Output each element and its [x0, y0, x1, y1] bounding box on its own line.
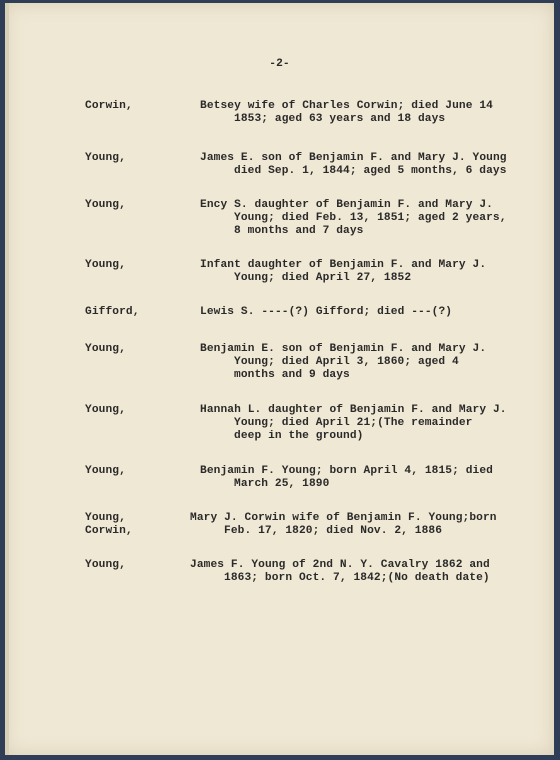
entry-line: Ency S. daughter of Benjamin F. and Mary J.	[200, 199, 493, 211]
entry-text	[200, 259, 540, 285]
entry-line: 1853; aged 63 years and 18 days	[234, 113, 446, 125]
binding-edge	[5, 3, 9, 755]
entry-text	[200, 100, 540, 126]
surname: Young,	[85, 199, 126, 211]
entry-line: Benjamin E. son of Benjamin F. and Mary J.	[200, 343, 487, 355]
surname: Corwin,	[85, 100, 133, 112]
entry-text	[200, 343, 540, 382]
entry-line: Feb. 17, 1820; died Nov. 2, 1886	[224, 525, 443, 537]
entry-text	[190, 559, 530, 585]
surname: Young,	[85, 259, 126, 271]
entry-line: Young; died Feb. 13, 1851; aged 2 years,	[234, 212, 507, 224]
entry-line: Infant daughter of Benjamin F. and Mary J.	[200, 259, 487, 271]
entry-line: James E. son of Benjamin F. and Mary J. Young	[200, 152, 507, 164]
entry-text	[200, 465, 540, 491]
entry-line: Benjamin F. Young; born April 4, 1815; died	[200, 465, 493, 477]
entry-text	[190, 512, 530, 538]
entry-line: Betsey wife of Charles Corwin; died June 14	[200, 100, 493, 112]
entry-line: Lewis S. ----(?) Gifford; died ---(?)	[200, 306, 453, 318]
entry-line: deep in the ground)	[234, 430, 364, 442]
entry-text	[200, 152, 540, 178]
entry-line: James F. Young of 2nd N. Y. Cavalry 1862 and	[190, 559, 490, 571]
surname: Young,	[85, 152, 126, 164]
surname: Young, Corwin,	[85, 512, 133, 537]
entry-line: Young; died April 27, 1852	[234, 272, 412, 284]
entry-line: Young; died April 21;(The remainder	[234, 417, 473, 429]
surname: Young,	[85, 465, 126, 477]
surname: Young,	[85, 404, 126, 416]
page-number: -2-	[269, 58, 290, 70]
entry-line: March 25, 1890	[234, 478, 330, 490]
entry-line: 1863; born Oct. 7, 1842;(No death date)	[224, 572, 490, 584]
surname: Gifford,	[85, 306, 140, 318]
entry-line: 8 months and 7 days	[234, 225, 364, 237]
entry-line: died Sep. 1, 1844; aged 5 months, 6 days	[234, 165, 507, 177]
surname: Young,	[85, 343, 126, 355]
entry-text	[200, 199, 540, 238]
entry-line: Mary J. Corwin wife of Benjamin F. Young;born	[190, 512, 497, 524]
entry-text	[200, 404, 540, 443]
document-page	[5, 3, 554, 755]
entry-line: Young; died April 3, 1860; aged 4	[234, 356, 459, 368]
entry-line: Hannah L. daughter of Benjamin F. and Mary J.	[200, 404, 507, 416]
surname: Young,	[85, 559, 126, 571]
entry-line: months and 9 days	[234, 369, 350, 381]
entry-text	[200, 306, 540, 319]
